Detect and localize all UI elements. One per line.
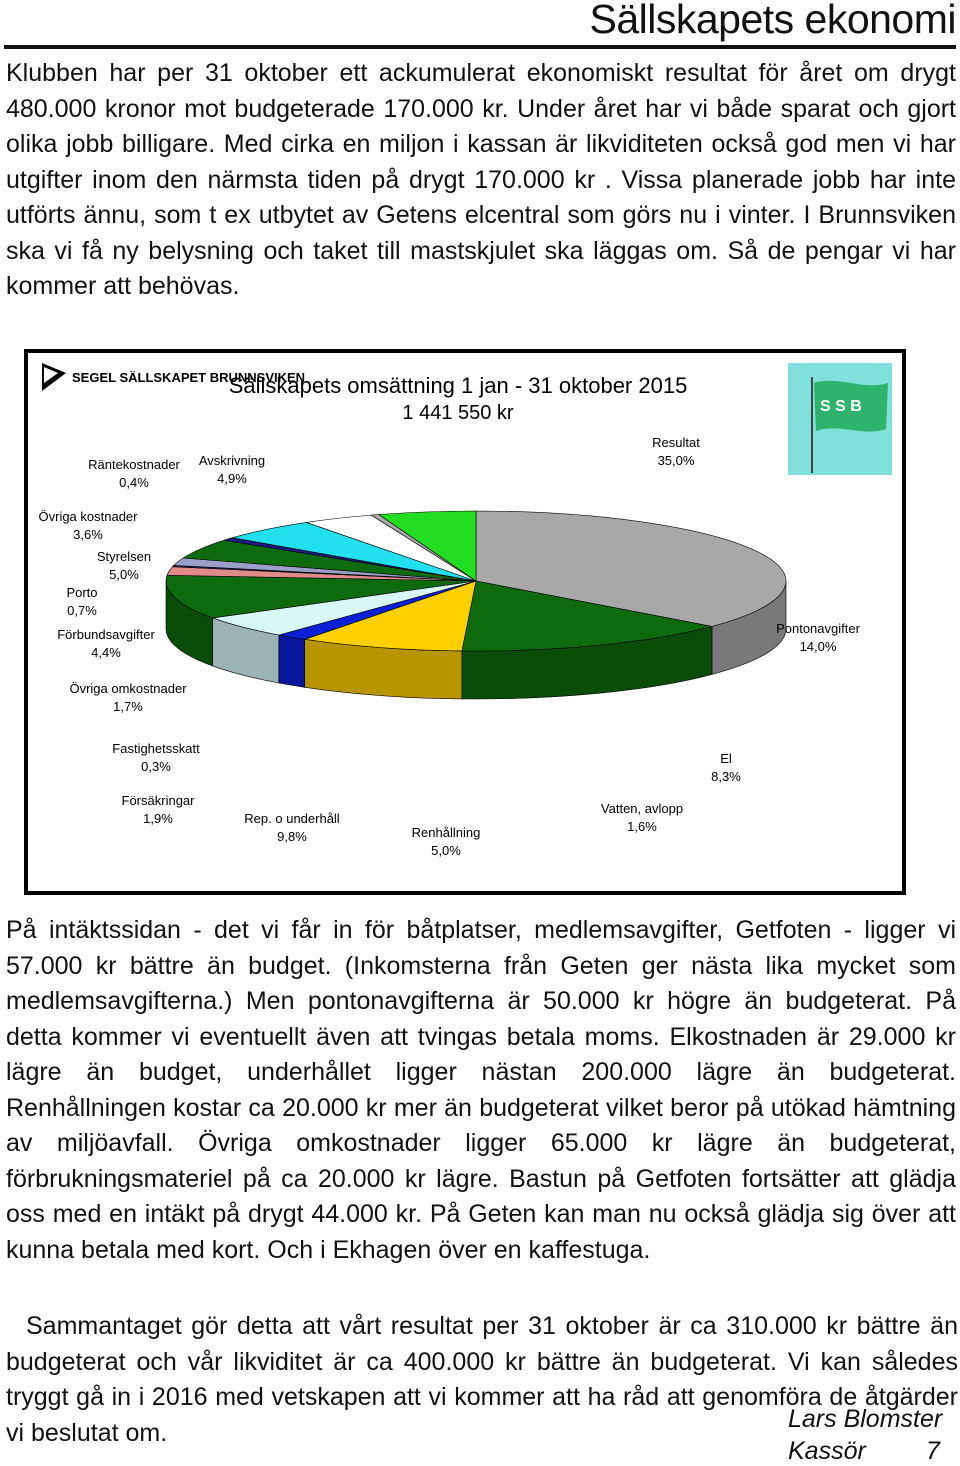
pie-slices <box>166 511 786 651</box>
club-name: SEGEL SÄLLSKAPET BRUNNSVIKEN <box>72 370 306 385</box>
pie-label-name-resultat: Resultat <box>652 435 700 450</box>
pie-chart <box>28 353 902 891</box>
pie-label-value-renhallning: 5,0% <box>431 843 461 858</box>
pie-label-value-porto: 0,7% <box>67 603 97 618</box>
pie-label-value-pontonavgifter: 14,0% <box>799 639 837 654</box>
pie-label-name-forsakringar: Försäkringar <box>121 793 195 808</box>
pie-label-value-vatten-avlopp: 1,6% <box>627 819 657 834</box>
chart-subtitle: 1 441 550 kr <box>402 402 514 424</box>
paragraph-intro: Klubben har per 31 oktober ett ackumulerat ekonomiskt resultat för året om drygt 480.000 kronor mot budgeterade 170.000 kr. Under året har vi både sparat och gjort olika jobb billigare. Med cirka en miljon i kassan är likviditeten också god men vi har utgifter inom den närmsta tiden på drygt 170.000 kr . Vissa planerade jobb har inte utförts ännu, som t ex utbytet av Getens elcentral som görs nu i vinter. I Brunnsviken ska vi få ny belysning och taket till mastskjulet ska läggas om. Så de pengar vi har kommer att behövas. <box>6 59 956 300</box>
pie-label-name-rantekostnader: Räntekostnader <box>88 457 180 472</box>
page-title: Sällskapets ekonomi <box>589 0 956 42</box>
pie-label-name-renhallning: Renhållning <box>411 825 481 840</box>
signature-role: Kassör <box>788 1437 866 1465</box>
paragraph-income: På intäktssidan - det vi får in för båtplatser, medlemsavgifter, Getfoten - ligger vi 57.000 kr bättre än budget. (Inkomsterna från Geten ger nästa lika mycket som medlemsavgifterna.) Men pontonavgifterna är 50.000 kr högre än budgeterat. På detta kommer vi eventuellt även att tvingas betala moms. Elkostnaden är 29.000 kr lägre än budget, underhållet ligger nästan 200.000 lägre än budgeterat. Renhållningen kostar ca 20.000 kr mer än budgeterat vilket beror på utökad hämtning av miljöavfall. Övriga omkostnader ligger 65.000 kr lägre än budgeterat, förbrukningsmateriel på ca 20.000 kr lägre. Bastun på Getfoten fortsätter att glädja oss med en intäkt på drygt 44.000 kr. På Geten kan man nu också glädja sig över att kunna betala med kort. Och i Ekhagen över en kaffestuga. <box>6 916 956 1264</box>
pie-label-name-ovriga-kostnader: Övriga kostnader <box>38 509 138 524</box>
pie-label-value-ovriga-omkostnader: 1,7% <box>113 699 143 714</box>
title-rule <box>4 45 956 49</box>
pie-label-name-vatten-avlopp: Vatten, avlopp <box>600 801 684 816</box>
flag-letters: S S B <box>820 398 862 415</box>
pie-label-value-rantekostnader: 0,4% <box>119 475 149 490</box>
pie-label-value-forsakringar: 1,9% <box>143 811 173 826</box>
pie-label-name-pontonavgifter: Pontonavgifter <box>776 621 860 636</box>
ssb-flag-image <box>788 363 892 475</box>
pie-side-vatten-avlopp <box>279 635 305 687</box>
pie-label-value-avskrivning: 4,9% <box>217 471 247 486</box>
pie-label-name-fastighetsskatt: Fastighetsskatt <box>112 741 200 756</box>
pie-chart-figure <box>24 349 906 895</box>
pie-label-value-el: 8,3% <box>711 769 741 784</box>
pie-label-value-fastighetsskatt: 0,3% <box>141 759 171 774</box>
pie-label-name-forbundsavgifter: Förbundsavgifter <box>57 627 155 642</box>
pie-label-value-forbundsavgifter: 4,4% <box>91 645 121 660</box>
page-number: 7 <box>926 1437 940 1465</box>
chart-title: Sällskapets omsättning 1 jan - 31 oktober 2015 <box>228 373 688 398</box>
pie-label-value-resultat: 35,0% <box>657 453 695 468</box>
pie-label-name-styrelsen: Styrelsen <box>96 549 152 564</box>
signature-name: Lars Blomster <box>788 1405 943 1433</box>
pie-label-name-porto: Porto <box>66 585 98 600</box>
pie-label-name-el: El <box>720 751 732 766</box>
pie-label-name-avskrivning: Avskrivning <box>198 453 266 468</box>
pie-label-name-rep-o-underhall: Rep. o underhåll <box>244 811 340 826</box>
paragraph-summary: Sammantaget gör detta att vårt resultat per 31 oktober är ca 310.000 kr bättre än budgeterat och vår likviditet är ca 400.000 kr bättre än budgeterat. Vi kan således tryggt gå in i 2016 med vetskapen att vi kommer att ha råd att genomföra de åtgärder vi beslutat om. <box>6 1312 958 1447</box>
pie-label-value-ovriga-kostnader: 3,6% <box>73 527 103 542</box>
pie-label-name-ovriga-omkostnader: Övriga omkostnader <box>69 681 187 696</box>
pie-label-value-rep-o-underhall: 9,8% <box>277 829 307 844</box>
pie-label-value-styrelsen: 5,0% <box>109 567 139 582</box>
